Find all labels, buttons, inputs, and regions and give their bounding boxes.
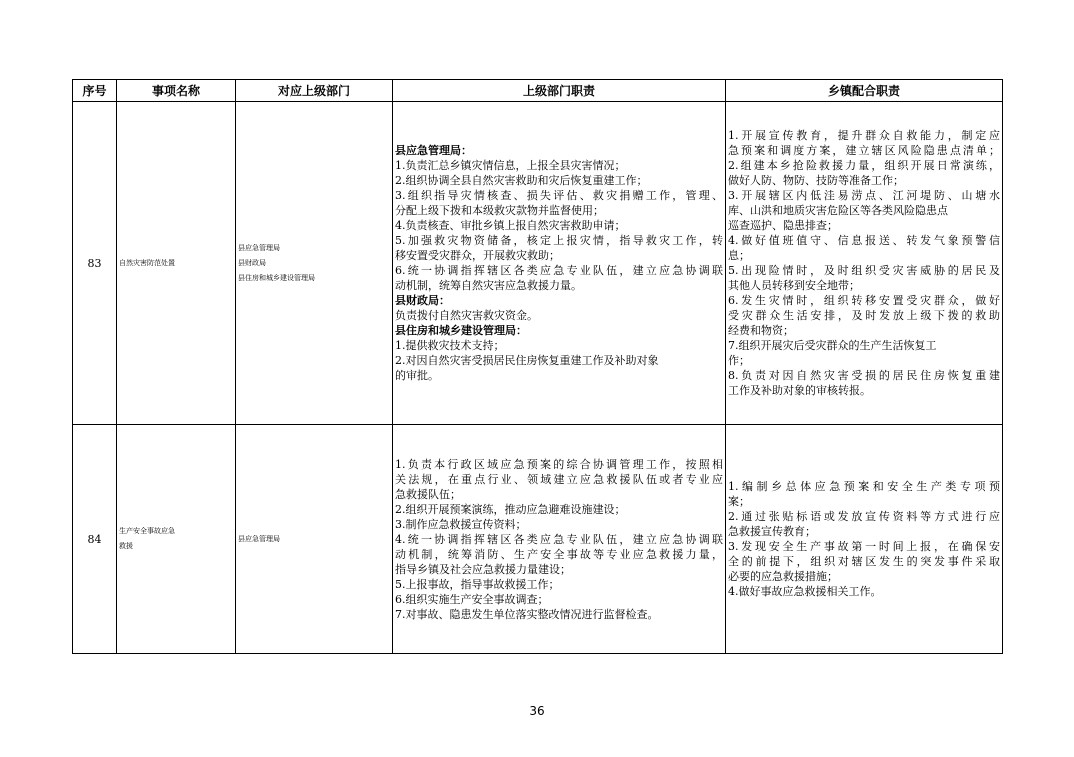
header-township-duties: 乡镇配合职责 xyxy=(726,80,1003,102)
department-line: 县住房和城乡建设管理局 xyxy=(238,273,315,282)
duty-section-heading: 县住房和城乡建设管理局： xyxy=(395,324,527,337)
duty-line: 巡查巡护、隐患排查； xyxy=(728,219,838,232)
duty-line: 6.统一协调指挥辖区各类应急专业队伍，建立应急协调联 xyxy=(395,264,723,277)
duty-line: 急预案和调度方案，建立辖区风险隐患点清单； xyxy=(728,144,1000,157)
superior-duties-cell xyxy=(393,425,726,654)
duty-line: 关法规，在重点行业、领域建立应急救援队伍或者专业应 xyxy=(395,472,723,486)
township-duties-cell xyxy=(726,102,1003,425)
duty-line: 2.组织开展预案演练，推动应急避难设施建设； xyxy=(395,502,626,516)
duty-line: 其他人员转移到安全地带； xyxy=(728,279,860,292)
duty-line: 经费和物资； xyxy=(728,324,794,337)
header-superior-department: 对应上级部门 xyxy=(236,80,393,102)
duty-line: 7.组织开展灾后受灾群众的生产生活恢复工 xyxy=(728,339,937,352)
header-item-name: 事项名称 xyxy=(117,80,236,102)
duty-line: 移安置受灾群众，开展救灾救助； xyxy=(395,249,560,262)
duty-line: 3.开展辖区内低洼易涝点、江河堤防、山塘水 xyxy=(728,189,1000,202)
duty-section-heading: 县财政局： xyxy=(395,294,450,307)
duty-line: 4.做好值班值守、信息报送、转发气象预警信 xyxy=(728,234,1000,247)
item-name-line: 救援 xyxy=(119,542,133,550)
duty-line: 6.发生灾情时，组织转移安置受灾群众，做好 xyxy=(728,294,1000,307)
duty-line: 4.做好事故应急救援相关工作。 xyxy=(728,585,882,598)
duty-line: 4.统一协调指挥辖区各类应急专业队伍，建立应急协调联 xyxy=(395,532,723,546)
duty-line: 1.开展宣传教育，提升群众自救能力，制定应 xyxy=(728,129,1000,142)
duty-line: 息； xyxy=(728,249,750,262)
duty-line: 工作及补助对象的审核转报。 xyxy=(728,384,871,397)
superior-duties-cell xyxy=(393,102,726,425)
duty-line: 案； xyxy=(728,495,750,508)
duty-line: 动机制，统筹消防、生产安全事故等专业应急救援力量， xyxy=(395,547,723,561)
header-superior-duties: 上级部门职责 xyxy=(393,80,726,102)
duty-line: 分配上级下拨和本级救灾款物并监督使用； xyxy=(395,204,604,217)
table-header-row xyxy=(73,80,1003,102)
table-row xyxy=(73,425,1003,654)
duty-line: 全的前提下，组织对辖区发生的突发事件采取 xyxy=(728,555,1000,568)
duty-line: 5.上报事故，指导事故救援工作； xyxy=(395,577,560,591)
department-line: 县应急管理局 xyxy=(238,534,280,543)
duty-line: 3.发现安全生产事故第一时间上报，在确保安 xyxy=(728,540,1000,553)
duty-line: 1.负责本行政区域应急预案的综合协调管理工作，按照相 xyxy=(395,457,723,471)
duty-line: 动机制，统筹自然灾害应急救援力量。 xyxy=(395,279,582,292)
duty-line: 1.编制乡总体应急预案和安全生产类专项预 xyxy=(728,480,1000,493)
item-name-line: 生产安全事故应急 xyxy=(119,527,175,535)
table-row xyxy=(73,102,1003,425)
duty-line: 负责拨付自然灾害救灾资金。 xyxy=(395,309,538,322)
duty-line: 8.负责对因自然灾害受损的居民住房恢复重建 xyxy=(728,369,1000,382)
duty-line: 指导乡镇及社会应急救援力量建设； xyxy=(395,562,571,576)
item-name-line: 自然灾害防范处置 xyxy=(119,258,175,267)
responsibility-table xyxy=(72,79,1003,654)
serial-number: 84 xyxy=(73,425,117,654)
department-list xyxy=(236,102,393,425)
header-serial-number: 序号 xyxy=(73,80,117,102)
duty-line: 7.对事故、隐患发生单位落实整改情况进行监督检查。 xyxy=(395,607,659,621)
duty-line: 急救援宣传教育； xyxy=(728,525,816,538)
duty-line: 6.组织实施生产安全事故调查； xyxy=(395,592,549,606)
duty-line: 5.出现险情时，及时组织受灾害威胁的居民及 xyxy=(728,264,1000,277)
duty-line: 5.加强救灾物资储备，核定上报灾情，指导救灾工作，转 xyxy=(395,234,723,247)
duty-line: 受灾群众生活安排，及时发放上级下拨的救助 xyxy=(728,309,1000,322)
serial-number: 83 xyxy=(73,102,117,425)
duty-line: 1.负责汇总乡镇灾情信息，上报全县灾害情况； xyxy=(395,159,626,172)
item-name xyxy=(117,102,236,425)
item-name xyxy=(117,425,236,654)
department-list xyxy=(236,425,393,654)
duty-section-heading: 县应急管理局： xyxy=(395,144,472,157)
duty-line: 3.制作应急救援宣传资料； xyxy=(395,517,527,531)
township-duties-cell xyxy=(726,425,1003,654)
duty-line: 2.组织协调全县自然灾害救助和灾后恢复重建工作； xyxy=(395,174,648,187)
duty-line: 1.提供救灾技术支持； xyxy=(395,339,505,352)
duty-line: 2.通过张贴标语或发放宣传资料等方式进行应 xyxy=(728,510,1000,523)
duty-line: 必要的应急救援措施； xyxy=(728,570,838,583)
page-number: 36 xyxy=(529,704,545,718)
duty-line: 4.负责核查、审批乡镇上报自然灾害救助申请； xyxy=(395,219,626,232)
duty-line: 2.对因自然灾害受损居民住房恢复重建工作及补助对象 xyxy=(395,354,659,367)
duty-line: 3.组织指导灾情核查、损失评估、救灾捐赠工作，管理、 xyxy=(395,189,723,202)
duty-line: 作； xyxy=(728,354,750,367)
duty-line: 的审批。 xyxy=(395,369,439,382)
duty-line: 急救援队伍； xyxy=(395,487,461,501)
department-line: 县财政局 xyxy=(238,258,266,267)
duty-line: 做好人防、物防、技防等准备工作； xyxy=(728,174,904,187)
department-line: 县应急管理局 xyxy=(238,243,280,252)
duty-line: 2.组建本乡抢险救援力量，组织开展日常演练， xyxy=(728,159,1000,172)
duty-line: 库、山洪和地质灾害危险区等各类风险隐患点 xyxy=(728,204,948,217)
